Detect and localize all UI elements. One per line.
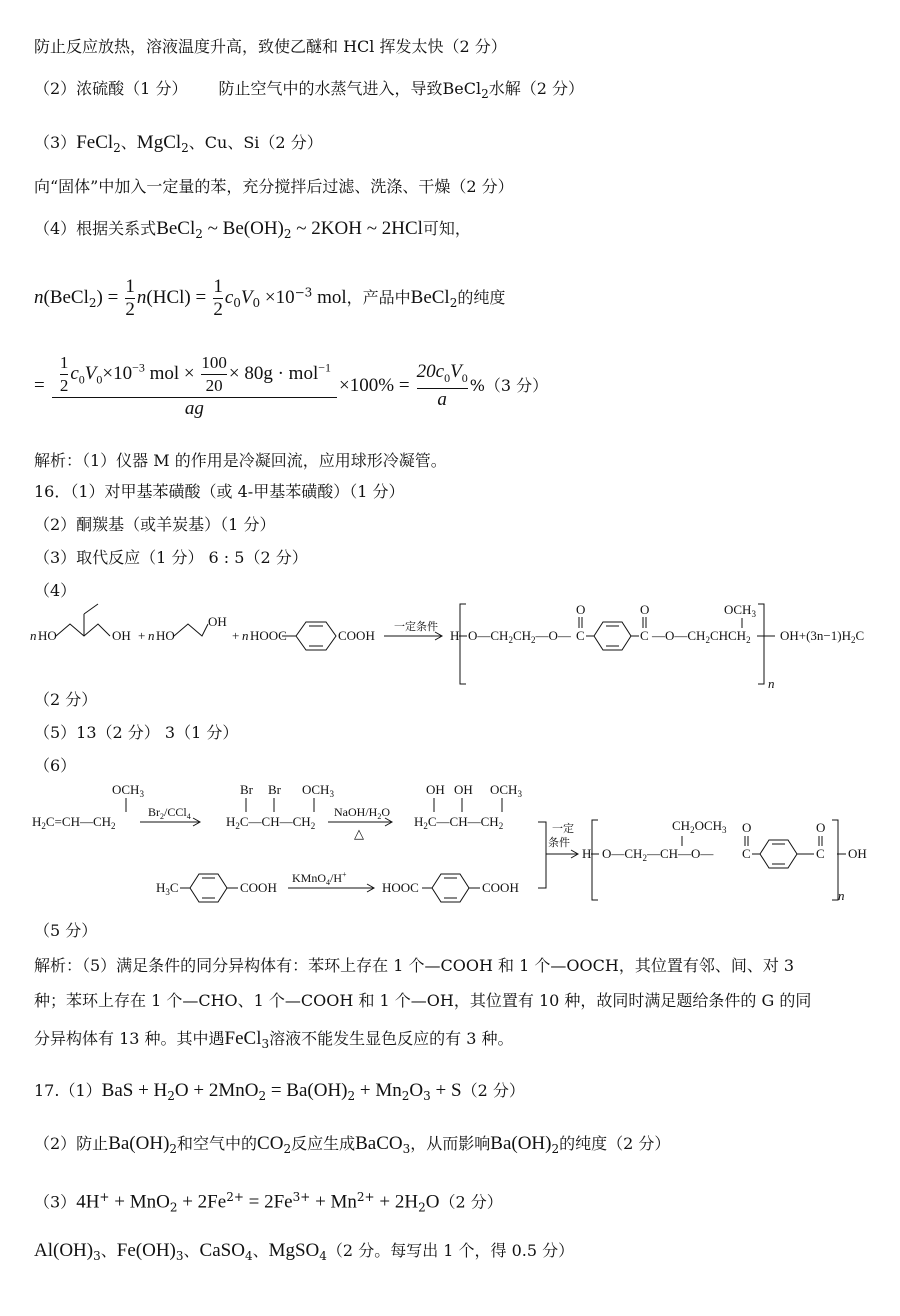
formula: ~ 2KOH ~ 2HCl <box>291 218 423 239</box>
atom: O <box>576 602 586 617</box>
subscript-n: n <box>768 676 775 691</box>
sub: 2 <box>642 853 647 863</box>
sub: 2 <box>401 1089 410 1104</box>
formula: (BeCl <box>43 287 89 308</box>
sub: 2 <box>377 812 382 821</box>
text: 可知， <box>422 219 471 238</box>
sub: 3 <box>402 1142 411 1157</box>
formula: MgSO <box>268 1240 320 1261</box>
analysis-line <box>34 955 794 977</box>
chain-part: KMnO <box>292 871 327 885</box>
q16-line-5 <box>34 689 97 711</box>
formula: × 80g · mol <box>228 362 319 384</box>
sub: 0 <box>461 370 468 385</box>
reaction-scheme-6 <box>30 780 880 910</box>
heat-symbol: △ <box>354 826 364 841</box>
formula: (HCl) = <box>146 287 207 308</box>
sub: 0 <box>96 372 103 387</box>
group <box>724 602 756 619</box>
group <box>780 628 864 645</box>
formula: + Mn <box>355 1080 402 1101</box>
sub: 2 <box>169 1200 178 1215</box>
text: 、 <box>100 1241 117 1260</box>
formula: O + 2MnO <box>174 1080 259 1101</box>
coefficient: n <box>242 628 249 643</box>
formula: BaS + H <box>101 1080 168 1101</box>
fraction-100-20 <box>201 352 227 397</box>
text: （3） <box>34 1192 77 1212</box>
q16-line-6 <box>34 722 238 744</box>
text: （5）13（2 分） 3（1 分） <box>34 723 239 742</box>
sup: −1 <box>318 360 332 375</box>
text: 防止空气中的水蒸气进入，导致BeCl <box>218 79 482 98</box>
text: 向“固体”中加入一定量的苯，充分搅拌后过滤、洗涤、干燥（2 分） <box>34 177 514 196</box>
q16-line-2 <box>34 514 275 536</box>
reagent <box>334 805 390 821</box>
converge-bracket <box>538 822 546 888</box>
group <box>490 782 522 799</box>
formula: ×10 <box>102 362 133 384</box>
sub: 2 <box>88 296 97 311</box>
atom: C <box>576 628 585 643</box>
sub: 0 <box>78 372 85 387</box>
sub: 3 <box>751 609 756 619</box>
text: 水解（2 分） <box>488 79 585 98</box>
sup: 2+ <box>226 1190 244 1204</box>
formula: ×10 <box>260 287 295 308</box>
condition: 条件 <box>548 837 570 849</box>
formula: V <box>450 360 462 382</box>
group <box>302 782 334 799</box>
group <box>414 814 503 831</box>
bond <box>56 624 110 636</box>
text: 、 <box>252 1241 269 1260</box>
chain-part: O—CH <box>468 628 509 643</box>
formula: n <box>34 287 44 308</box>
text: （2）防止 <box>34 1134 109 1153</box>
formula: CO <box>257 1133 284 1154</box>
atom: C <box>816 846 825 861</box>
group: HO <box>156 628 175 643</box>
formula: c <box>224 287 234 308</box>
group: COOH <box>482 880 519 895</box>
chain-part: H <box>226 814 236 829</box>
formula: = <box>34 375 45 396</box>
result-fraction <box>417 361 468 412</box>
fraction-half <box>125 276 135 321</box>
sub: 4 <box>319 1249 327 1264</box>
sub: 0 <box>233 296 241 311</box>
sub: 4 <box>186 812 191 821</box>
chain-part: CH <box>512 628 532 643</box>
text: 和空气中的 <box>177 1134 258 1153</box>
q17-line-2 <box>34 1133 670 1160</box>
group: OH <box>454 782 473 797</box>
chain-part: H <box>414 814 424 829</box>
formula: O <box>409 1080 424 1101</box>
text: 溶液不能发生显色反应的有 3 种。 <box>269 1029 514 1048</box>
formula: n <box>136 287 147 308</box>
text: 防止反应放热，溶液温度升高，致使乙醚和 HCl 挥发太快（2 分） <box>34 37 507 56</box>
sub: 2 <box>498 821 504 831</box>
chain-part: Br <box>148 805 160 819</box>
numerator <box>52 352 337 397</box>
chain-part: OH+(3n−1)H <box>780 628 851 643</box>
text: 、 <box>120 133 137 152</box>
answer-line-3 <box>34 132 323 159</box>
formula: mol <box>312 287 347 308</box>
answer-line-6 <box>34 276 505 321</box>
group <box>651 628 751 645</box>
formula: c <box>70 362 79 384</box>
formula: MgCl <box>136 132 182 153</box>
text: 、 <box>183 1241 200 1260</box>
chain-part: C—CH—CH <box>239 814 311 829</box>
denominator: 2 <box>125 299 135 320</box>
text: 分异构体有 13 种。其中遇 <box>34 1029 225 1048</box>
sub: 2 <box>508 635 513 645</box>
chain-part: —CH—O— <box>646 846 714 861</box>
formula: CaSO <box>199 1240 245 1261</box>
formula: BeCl <box>410 287 450 308</box>
sub: 2 <box>111 821 116 831</box>
group: HO <box>38 628 57 643</box>
numerator: 100 <box>201 353 227 372</box>
formula: mol × <box>144 362 195 384</box>
text: （2 分。每写出 1 个，得 0.5 分） <box>326 1241 575 1260</box>
text: 16．（1）对甲基苯磺酸（或 4-甲基苯磺酸）（1 分） <box>34 482 405 501</box>
group: COOH <box>338 628 375 643</box>
group <box>156 880 179 897</box>
answer-line-7 <box>34 352 548 420</box>
sub: 2 <box>551 1142 560 1157</box>
numerator: 1 <box>125 276 135 297</box>
reagent <box>292 870 347 887</box>
subscript-n: n <box>838 888 845 903</box>
sub: 2 <box>113 141 121 156</box>
sub: 2 <box>690 825 695 835</box>
atom: C <box>742 846 751 861</box>
sub: 2 <box>258 1089 267 1104</box>
text: （2 分） <box>461 1081 525 1100</box>
text: （4） <box>34 581 77 600</box>
denominator: 20 <box>201 374 227 397</box>
chain-part: OCH <box>724 602 752 617</box>
sub: 2 <box>41 821 46 831</box>
chain-part: CH <box>672 818 691 833</box>
reagent <box>148 805 191 821</box>
chain-part: C <box>855 628 865 643</box>
formula: 20c <box>416 360 445 382</box>
text: 反应生成 <box>291 1134 356 1153</box>
sub: 2 <box>851 635 856 645</box>
chain-part: O <box>381 805 390 819</box>
plus: + <box>232 628 240 643</box>
q17-line-4 <box>34 1240 574 1267</box>
condition: 一定条件 <box>394 621 438 633</box>
group: COOH <box>240 880 277 895</box>
text: 的纯度（2 分） <box>559 1134 671 1153</box>
text: （2）酮羰基（或羊炭基）（1 分） <box>34 515 276 534</box>
sub: 3 <box>165 887 170 897</box>
atom: O <box>742 820 752 835</box>
sub: 2 <box>705 635 710 645</box>
sup: + <box>342 870 347 879</box>
group: OH <box>208 614 227 629</box>
chain-part: C—CH—CH <box>427 814 499 829</box>
formula: + 2H <box>374 1191 419 1213</box>
group <box>32 814 116 831</box>
q17-line-3 <box>34 1186 503 1219</box>
answer-line-5 <box>34 218 471 245</box>
chain-part: —O— <box>535 628 571 643</box>
numerator: 1 <box>59 353 69 372</box>
group: HOOC <box>250 628 287 643</box>
sub: 0 <box>252 296 261 311</box>
text: 种；苯环上存在 1 个—CHO、1 个—COOH 和 1 个—OH，其位置有 10 种，故同时满足题给条件的 G 的同 <box>34 991 812 1010</box>
formula: = Ba(OH) <box>266 1080 348 1101</box>
text: （3）取代反应（1 分） 6 : 5（2 分） <box>34 548 308 567</box>
fraction-half <box>60 352 69 397</box>
numerator <box>417 361 468 389</box>
formula: O <box>425 1191 440 1213</box>
group: H <box>582 846 592 861</box>
q17-line-1 <box>34 1080 525 1107</box>
bond <box>174 624 208 636</box>
q16-line-4 <box>34 580 76 602</box>
chain-part: OCH <box>302 782 330 797</box>
sup: −3 <box>132 360 145 375</box>
sub: 2 <box>195 227 203 242</box>
sub: 2 <box>347 1089 356 1104</box>
atom: O <box>640 602 650 617</box>
sub: 2 <box>531 635 536 645</box>
text: （4）根据关系式 <box>34 219 157 238</box>
group <box>226 814 315 831</box>
sub: 2 <box>449 296 458 311</box>
fraction-half <box>213 276 223 321</box>
text: （2 分） <box>34 690 98 709</box>
group: OH <box>848 846 867 861</box>
text: （3） <box>34 133 77 152</box>
sub: 2 <box>167 1089 175 1104</box>
group <box>112 782 144 799</box>
formula: ) = <box>96 287 119 308</box>
text: 、Cu、Si（2 分） <box>188 133 323 152</box>
text: （5 分） <box>34 921 98 940</box>
text: 的纯度 <box>457 288 506 307</box>
formula: FeCl <box>76 132 114 153</box>
sup: −3 <box>294 285 313 300</box>
text: ，产品中 <box>346 288 411 307</box>
denominator: 2 <box>59 376 69 395</box>
analysis-line <box>34 990 811 1012</box>
chain-part: /H <box>330 871 343 885</box>
formula: Ba(OH) <box>490 1133 552 1154</box>
analysis-line <box>34 1028 514 1055</box>
sub: 3 <box>517 789 522 799</box>
formula: BaCO <box>355 1133 403 1154</box>
answer-line-4 <box>34 176 514 198</box>
atom: Br <box>240 782 253 797</box>
formula: Fe(OH) <box>116 1240 176 1261</box>
sub: 2 <box>310 821 316 831</box>
sub: 2 <box>283 1142 292 1157</box>
chain-part: NaOH/H <box>334 805 378 819</box>
sub: 2 <box>746 635 751 645</box>
plus: + <box>138 628 146 643</box>
denominator: 2 <box>213 299 223 320</box>
sub: 2 <box>181 141 189 156</box>
formula: + 2Fe <box>177 1191 227 1213</box>
sub: 2 <box>235 821 240 831</box>
sub: 2 <box>481 87 489 102</box>
chain-part: CHCH <box>709 628 747 643</box>
formula: FeCl <box>224 1028 262 1049</box>
atom: C <box>640 628 649 643</box>
answer-line-1 <box>34 36 507 58</box>
text: （2 分） <box>439 1192 503 1212</box>
formula: Al(OH) <box>34 1240 94 1261</box>
text: 解析：（1）仪器 M 的作用是冷凝回流，应用球形冷凝管。 <box>34 451 447 470</box>
sub: 4 <box>326 878 331 887</box>
sub: 3 <box>175 1249 184 1264</box>
sub: 4 <box>244 1249 253 1264</box>
coefficient: n <box>30 628 37 643</box>
formula: BeCl <box>156 218 196 239</box>
sub: 2 <box>283 227 292 242</box>
analysis-line <box>34 450 447 472</box>
denominator: a <box>417 388 468 411</box>
sup: + <box>99 1190 110 1204</box>
chain-part: /CCl <box>164 805 187 819</box>
chain-part: OCH <box>112 782 140 797</box>
text: （6） <box>34 756 77 775</box>
q16-line-1 <box>34 481 404 503</box>
sup: 3+ <box>292 1190 311 1204</box>
text: （2）浓硫酸（1 分） <box>34 79 188 98</box>
sub: 2 <box>418 1200 426 1215</box>
denominator: ag <box>52 397 337 420</box>
sub: 2 <box>169 1142 178 1157</box>
text: %（3 分） <box>469 376 549 395</box>
group <box>602 846 714 863</box>
formula: + Mn <box>310 1191 357 1213</box>
condition: 一定 <box>552 823 574 835</box>
chain-part: C=CH—CH <box>45 814 112 829</box>
sub: 2 <box>160 812 164 821</box>
sub: 3 <box>423 1089 431 1104</box>
sup: 2+ <box>356 1190 375 1204</box>
q16-line-7 <box>34 755 76 777</box>
sub: 2 <box>423 821 428 831</box>
q16-line-8 <box>34 920 97 942</box>
sub: 3 <box>93 1249 101 1264</box>
atom: O <box>816 820 826 835</box>
purity-fraction <box>52 352 337 420</box>
formula: V <box>84 362 97 384</box>
text: 17.（1） <box>34 1081 102 1100</box>
formula: + MnO <box>109 1191 170 1213</box>
bracket-right <box>758 604 764 684</box>
chain-part: —O—CH <box>652 628 706 643</box>
bond <box>84 604 98 614</box>
numerator: 1 <box>213 276 223 297</box>
sub: 3 <box>261 1037 270 1052</box>
sub: 0 <box>444 370 451 385</box>
formula: = 2Fe <box>243 1191 293 1213</box>
formula: ×100% = <box>339 375 410 396</box>
sub: 3 <box>329 789 334 799</box>
chain-part: OCH <box>694 818 723 833</box>
formula: V <box>240 287 253 308</box>
chain-part: H <box>32 814 42 829</box>
answer-line-2 <box>34 78 584 105</box>
text: 解析：（5）满足条件的同分异构体有：苯环上存在 1 个—COOH 和 1 个—OOCH，其位置有邻、间、对 3 <box>34 956 795 975</box>
group: OH <box>426 782 445 797</box>
group: H <box>450 628 460 643</box>
group <box>672 818 727 835</box>
reaction-scheme-4 <box>30 600 870 696</box>
group <box>468 628 572 645</box>
group: HOOC <box>382 880 419 895</box>
chain-part: H <box>156 880 166 895</box>
q16-line-3 <box>34 547 308 569</box>
formula: + S <box>430 1080 462 1101</box>
chain-part: O—CH <box>602 846 643 861</box>
bracket-left <box>460 604 466 684</box>
coefficient: n <box>148 628 155 643</box>
group: OH <box>112 628 131 643</box>
formula: Ba(OH) <box>108 1133 170 1154</box>
chain-part: C <box>169 880 179 895</box>
formula: ~ Be(OH) <box>202 218 284 239</box>
bracket-left <box>592 820 598 900</box>
formula: 4H <box>76 1191 100 1213</box>
chain-part: OCH <box>490 782 518 797</box>
sub: 3 <box>722 825 727 835</box>
atom: Br <box>268 782 281 797</box>
sub: 3 <box>139 789 144 799</box>
text: ，从而影响 <box>410 1134 491 1153</box>
